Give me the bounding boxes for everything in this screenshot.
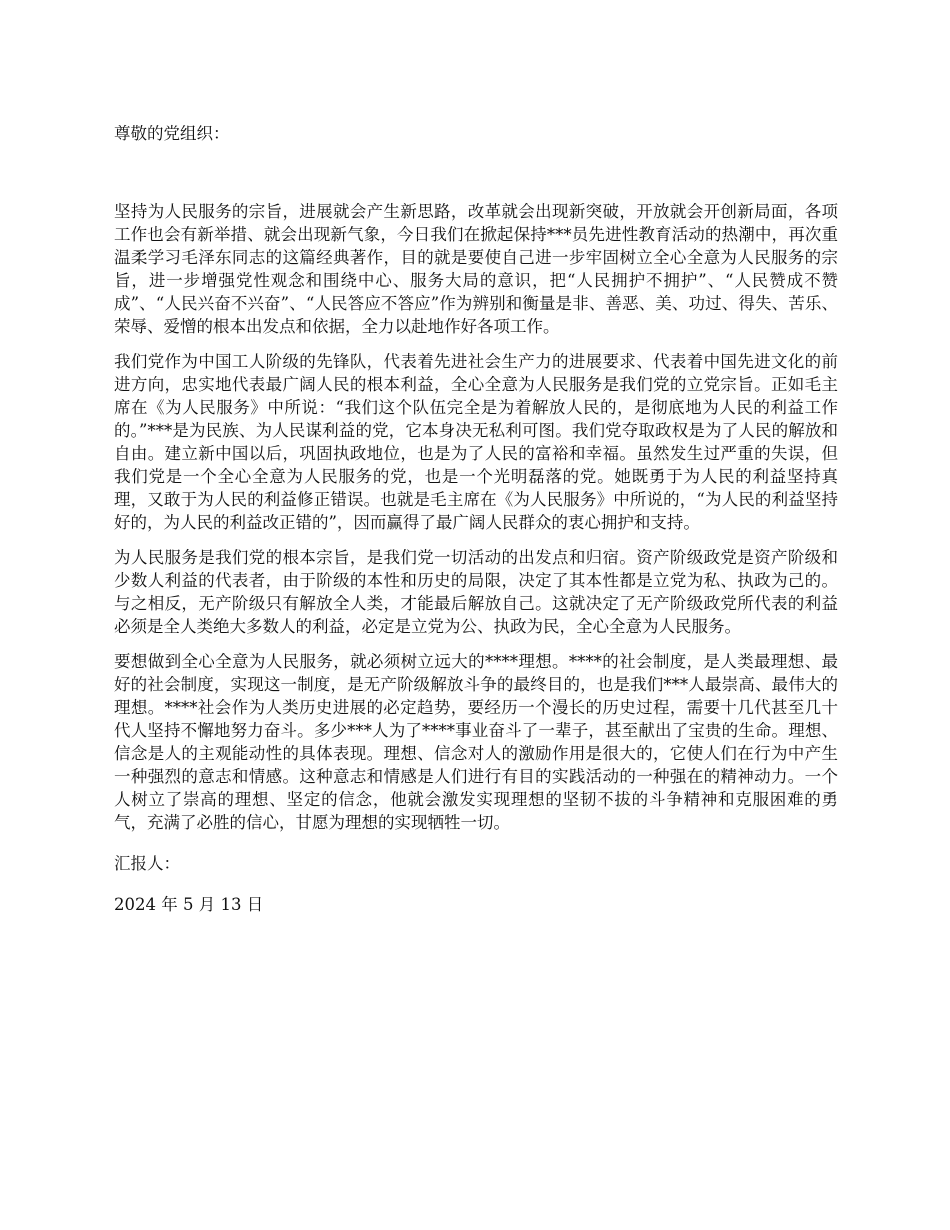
paragraph-3: 为人民服务是我们党的根本宗旨，是我们党一切活动的出发点和归宿。资产阶级政党是资产阶级和少数人利益的代表者，由于阶级的本性和历史的局限，决定了其本性都是立党为私、执政为己的。与之相反，无产阶级只有解放全人类，才能最后解放自己。这就决定了无产阶级政党所代表的利益必须是全人类绝大多数人的利益，必定是立党为公、执政为民，全心全意为人民服务。	[114, 548, 838, 636]
report-date: 2024 年 5 月 13 日	[114, 895, 264, 914]
paragraph-1: 坚持为人民服务的宗旨，进展就会产生新思路，改革就会出现新突破，开放就会开创新局面，各项工作也会有新举措、就会出现新气象，今日我们在掀起保持***员先进性教育活动的热潮中，再次重温柔学习毛泽东同志的这篇经典著作，目的就是要使自己进一步牢固树立全心全意为人民服务的宗旨，进一步增强党性观念和围绕中心、服务大局的意识，把“人民拥护不拥护”、“人民赞成不赞成”、“人民兴奋不兴奋”、“人民答应不答应”作为辨别和衡量是非、善恶、美、功过、得失、苦乐、荣辱、爱憎的根本出发点和依据，全力以赴地作好各项工作。	[114, 202, 838, 336]
salutation: 尊敬的党组织：	[114, 124, 230, 143]
paragraph-4: 要想做到全心全意为人民服务，就必须树立远大的****理想。****的社会制度，是人类最理想、最好的社会制度，实现这一制度，是无产阶级解放斗争的最终目的，也是我们***人最崇高、最伟大的理想。****社会作为人类历史进展的必定趋势，要经历一个漫长的历史过程，需要十几代甚至几十代人坚持不懈地努力奋斗。多少***人为了****事业奋斗了一辈子，甚至献出了宝贵的生命。理想、信念是人的主观能动性的具体表现。理想、信念对人的激励作用是很大的，它使人们在行为中产生一种强烈的意志和情感。这种意志和情感是人们进行有目的实践活动的一种强在的精神动力。一个人树立了崇高的理想、坚定的信念，他就会激发实现理想的坚韧不拔的斗争精神和克服困难的勇气，充满了必胜的信心，甘愿为理想的实现牺牲一切。	[114, 652, 838, 832]
signer-label: 汇报人：	[114, 854, 180, 873]
paragraph-2: 我们党作为中国工人阶级的先锋队，代表着先进社会生产力的进展要求、代表着中国先进文化的前进方向，忠实地代表最广阔人民的根本利益，全心全意为人民服务是我们党的立党宗旨。正如毛主席在《为人民服务》中所说：“我们这个队伍完全是为着解放人民的，是彻底地为人民的利益工作的。”***是为民族、为人民谋利益的党，它本身决无私利可图。我们党夺取政权是为了人民的解放和自由。建立新中国以后，巩固执政地位，也是为了人民的富裕和幸福。虽然发生过严重的失误，但我们党是一个全心全意为人民服务的党，也是一个光明磊落的党。她既勇于为人民的利益坚持真理，又敢于为人民的利益修正错误。也就是毛主席在《为人民服务》中所说的，“为人民的利益坚持好的，为人民的利益改正错的”，因而赢得了最广阔人民群众的衷心拥护和支持。	[114, 352, 838, 532]
